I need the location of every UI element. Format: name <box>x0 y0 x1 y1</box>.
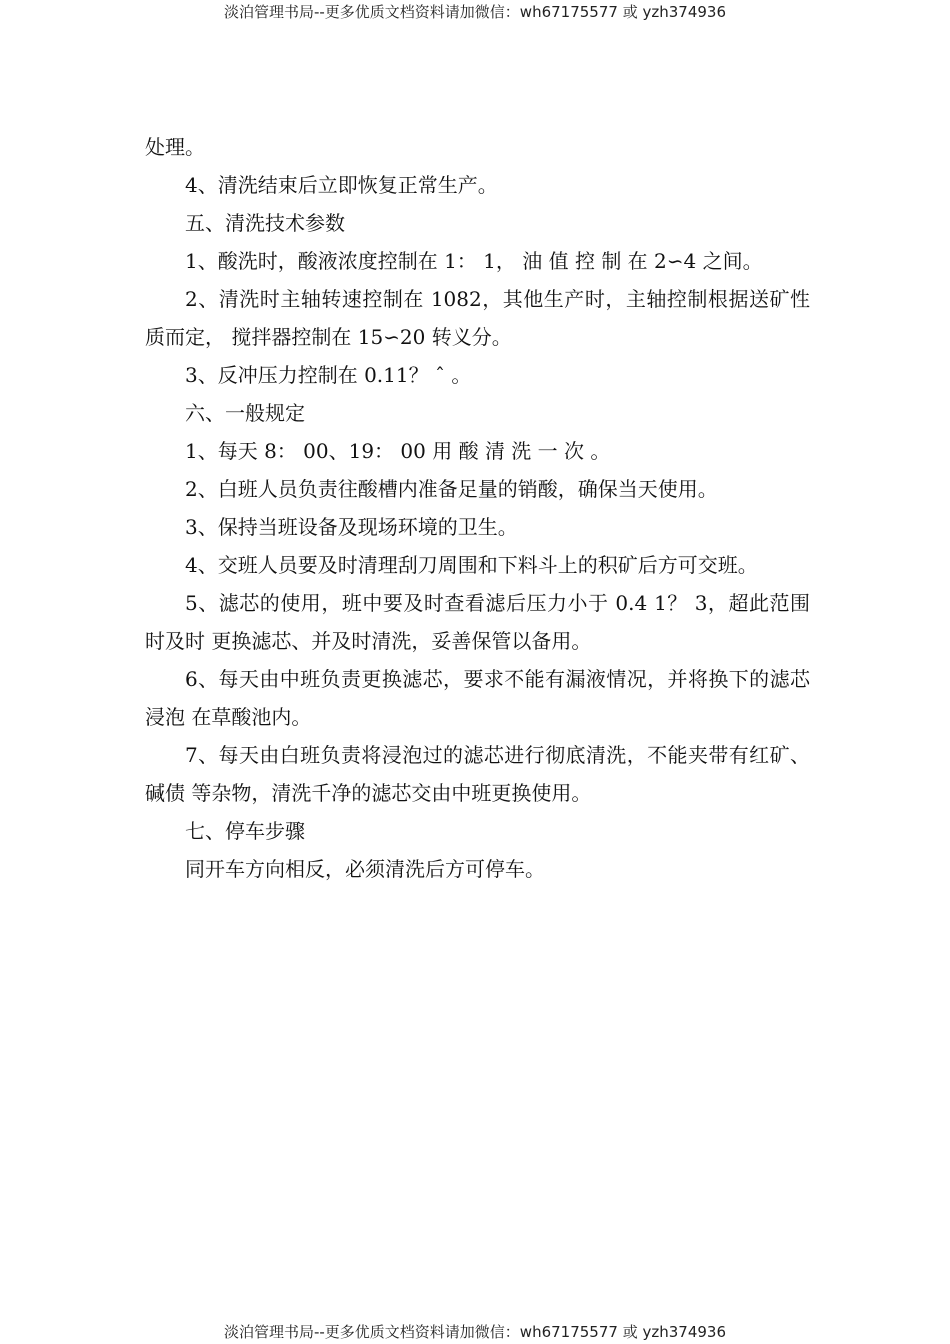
paragraph-item: 2、清洗时主轴转速控制在 1082，其他生产时，主轴控制根据送矿性质而定， 搅拌器控制在 15∽20 转义分。 <box>145 287 810 349</box>
paragraph-item: 1、每天 8： 00、19： 00 用 酸 清 洗 一 次 。 <box>185 439 611 463</box>
paragraph-item: 4、清洗结束后立即恢复正常生产。 <box>185 173 498 197</box>
paragraph-item: 3、保持当班设备及现场环境的卫生。 <box>185 515 518 539</box>
paragraph-item: 3、反冲压力控制在 0.11？ ˆ 。 <box>185 363 472 387</box>
section-heading: 六、一般规定 <box>185 401 305 425</box>
section-heading: 七、停车步骤 <box>185 819 305 843</box>
section-heading: 五、清洗技术参数 <box>185 211 345 235</box>
paragraph-item: 2、白班人员负责往酸槽内准备足量的销酸，确保当天使用。 <box>185 477 718 501</box>
document-body <box>145 128 810 888</box>
paragraph-item: 4、交班人员要及时清理刮刀周围和下料斗上的积矿后方可交班。 <box>185 553 758 577</box>
paragraph-item: 1、酸洗时，酸液浓度控制在 1： 1， 油 值 控 制 在 2∽4 之间。 <box>185 249 763 273</box>
paragraph-item: 5、滤芯的使用，班中要及时查看滤后压力小于 0.4 1？ 3，超此范围时及时 更换滤芯、并及时清洗，妥善保管以备用。 <box>145 591 810 653</box>
paragraph-item: 7、每天由白班负责将浸泡过的滤芯进行彻底清洗，不能夹带有红矿、碱债 等杂物，清洗千净的滤芯交由中班更换使用。 <box>145 743 810 805</box>
paragraph-item: 同开车方向相反，必须清洗后方可停车。 <box>185 857 545 881</box>
page-footer: 淡泊管理书局--更多优质文档资料请加微信：wh67175577 或 yzh374936 <box>223 1323 726 1341</box>
paragraph-continuation: 处理。 <box>145 135 205 159</box>
page-header: 淡泊管理书局--更多优质文档资料请加微信：wh67175577 或 yzh374936 <box>223 3 726 21</box>
paragraph-item: 6、每天由中班负责更换滤芯，要求不能有漏液情况，并将换下的滤芯浸泡 在草酸池内。 <box>145 667 810 729</box>
